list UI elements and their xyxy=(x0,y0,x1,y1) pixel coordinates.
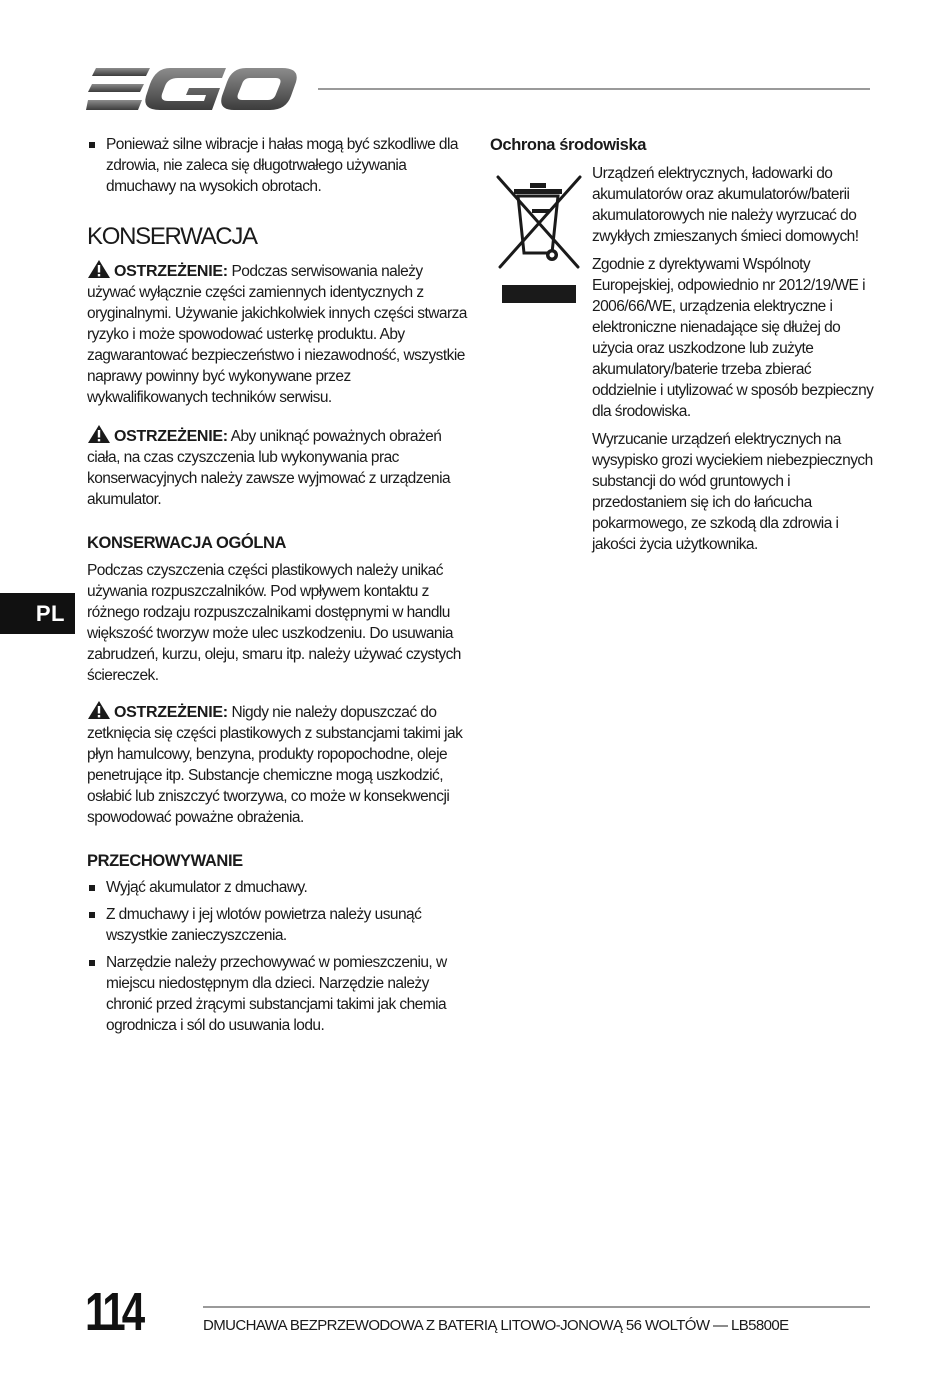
maintenance-heading: KONSERWACJA xyxy=(87,223,257,250)
right-column xyxy=(490,134,875,156)
warning-remove-battery xyxy=(87,424,472,510)
warning-label: OSTRZEŻENIE: xyxy=(114,704,228,721)
warning-triangle-icon xyxy=(87,700,111,720)
environment-paragraph: Zgodnie z dyrektywami Wspólnoty Europejskiej, odpowiednio nr 2012/19/WE i 2006/66/WE, urządzenia elektryczne i elektroniczne nienadające się dłużej do użycia oraz uszkodzone lub zużyte akumulatory/baterie trzeba zbierać oddzielnie i utylizować w sposób bezpieczny dla środowiska. xyxy=(592,256,874,420)
storage-heading: PRZECHOWYWANIE xyxy=(87,852,243,870)
storage-bullet: Wyjąć akumulator z dmuchawy. xyxy=(87,877,472,898)
warning-chemicals xyxy=(87,700,472,828)
ego-logo xyxy=(86,66,298,112)
environment-heading: Ochrona środowiska xyxy=(490,136,647,154)
environment-paragraph: Urządzeń elektrycznych, ładowarki do akumulatorów oraz akumulatorów/baterii akumulatorowych nie należy wyrzucać do zwykłych zmieszanych śmieci domowych! xyxy=(592,165,859,245)
warning-text: Aby uniknąć poważnych obrażeń ciała, na czas czyszczenia lub wykonywania prac konserwacyjnych należy zawsze wyjmować z urządzenia akumulator. xyxy=(87,428,451,508)
storage-bullet-list xyxy=(87,877,472,1036)
general-maintenance-heading: KONSERWACJA OGÓLNA xyxy=(87,534,287,552)
warning-maintenance-parts xyxy=(87,259,472,408)
general-maintenance-text: Podczas czyszczenia części plastikowych należy unikać używania rozpuszczalników. Pod wpływem kontaktu z różnego rodzaju rozpuszczalnikami dostępnymi w handlu większość tworzyw może ulec uszkodzeniu. Do usuwania zabrudzeń, kurzu, oleju, smaru itp. należy używać czystych ściereczek. xyxy=(87,562,461,684)
storage-bullet: Z dmuchawy i jej wlotów powietrza należy usunąć wszystkie zanieczyszczenia. xyxy=(87,904,472,946)
warning-triangle-icon xyxy=(87,424,111,444)
warning-text: Podczas serwisowania należy używać wyłącznie części zamiennych identycznych z oryginalnymi. Używanie jakichkolwiek innych części stwarza ryzyko i może spowodować usterkę produktu. Aby zagwarantować bezpieczeństwo i niezawodność, wszystkie naprawy powinny być wykonywane przez wykwalifikowanych techników serwisu. xyxy=(87,263,467,406)
crossed-out-bin-icon xyxy=(494,173,584,305)
warning-label: OSTRZEŻENIE: xyxy=(114,263,228,280)
warning-text: Nigdy nie należy dopuszczać do zetknięcia się części plastikowych z substancjami takimi jak płyn hamulcowy, benzyna, produkty ropopochodne, oleje penetrujące itp. Substancje chemiczne mogą uszkodzić, osłabić lub zniszczyć tworzywa, co może w konsekwencji spowodować poważne obrażenia. xyxy=(87,704,463,826)
environment-paragraph: Wyrzucanie urządzeń elektrycznych na wysypisko grozi wyciekiem niebezpiecznych substancji do wód gruntowych i przedostaniem się ich do łańcucha pokarmowego, ze szkodą dla zdrowia i jakości życia użytkownika. xyxy=(592,431,873,553)
footer-rule xyxy=(203,1306,870,1308)
language-tab: PL xyxy=(0,593,75,634)
footer-title: DMUCHAWA BEZPRZEWODOWA Z BATERIĄ LITOWO-JONOWĄ 56 WOLTÓW — LB5800E xyxy=(203,1317,789,1334)
warning-label: OSTRZEŻENIE: xyxy=(114,428,228,445)
left-column xyxy=(87,134,472,1042)
storage-bullet: Narzędzie należy przechowywać w pomieszczeniu, w miejscu niedostępnym dla dzieci. Narzędzie należy chronić przed żrącymi substancjami takimi jak chemia ogrodnicza i sól do usuwania lodu. xyxy=(87,952,472,1036)
environment-body xyxy=(592,163,877,555)
warning-triangle-icon xyxy=(87,259,111,279)
intro-bullet-list xyxy=(87,134,472,197)
header-rule xyxy=(318,88,870,90)
page-number: 114 xyxy=(85,1282,142,1342)
intro-bullet: Ponieważ silne wibracje i hałas mogą być szkodliwe dla zdrowia, nie zaleca się długotrwałego używania dmuchawy na wysokich obrotach. xyxy=(87,134,472,197)
